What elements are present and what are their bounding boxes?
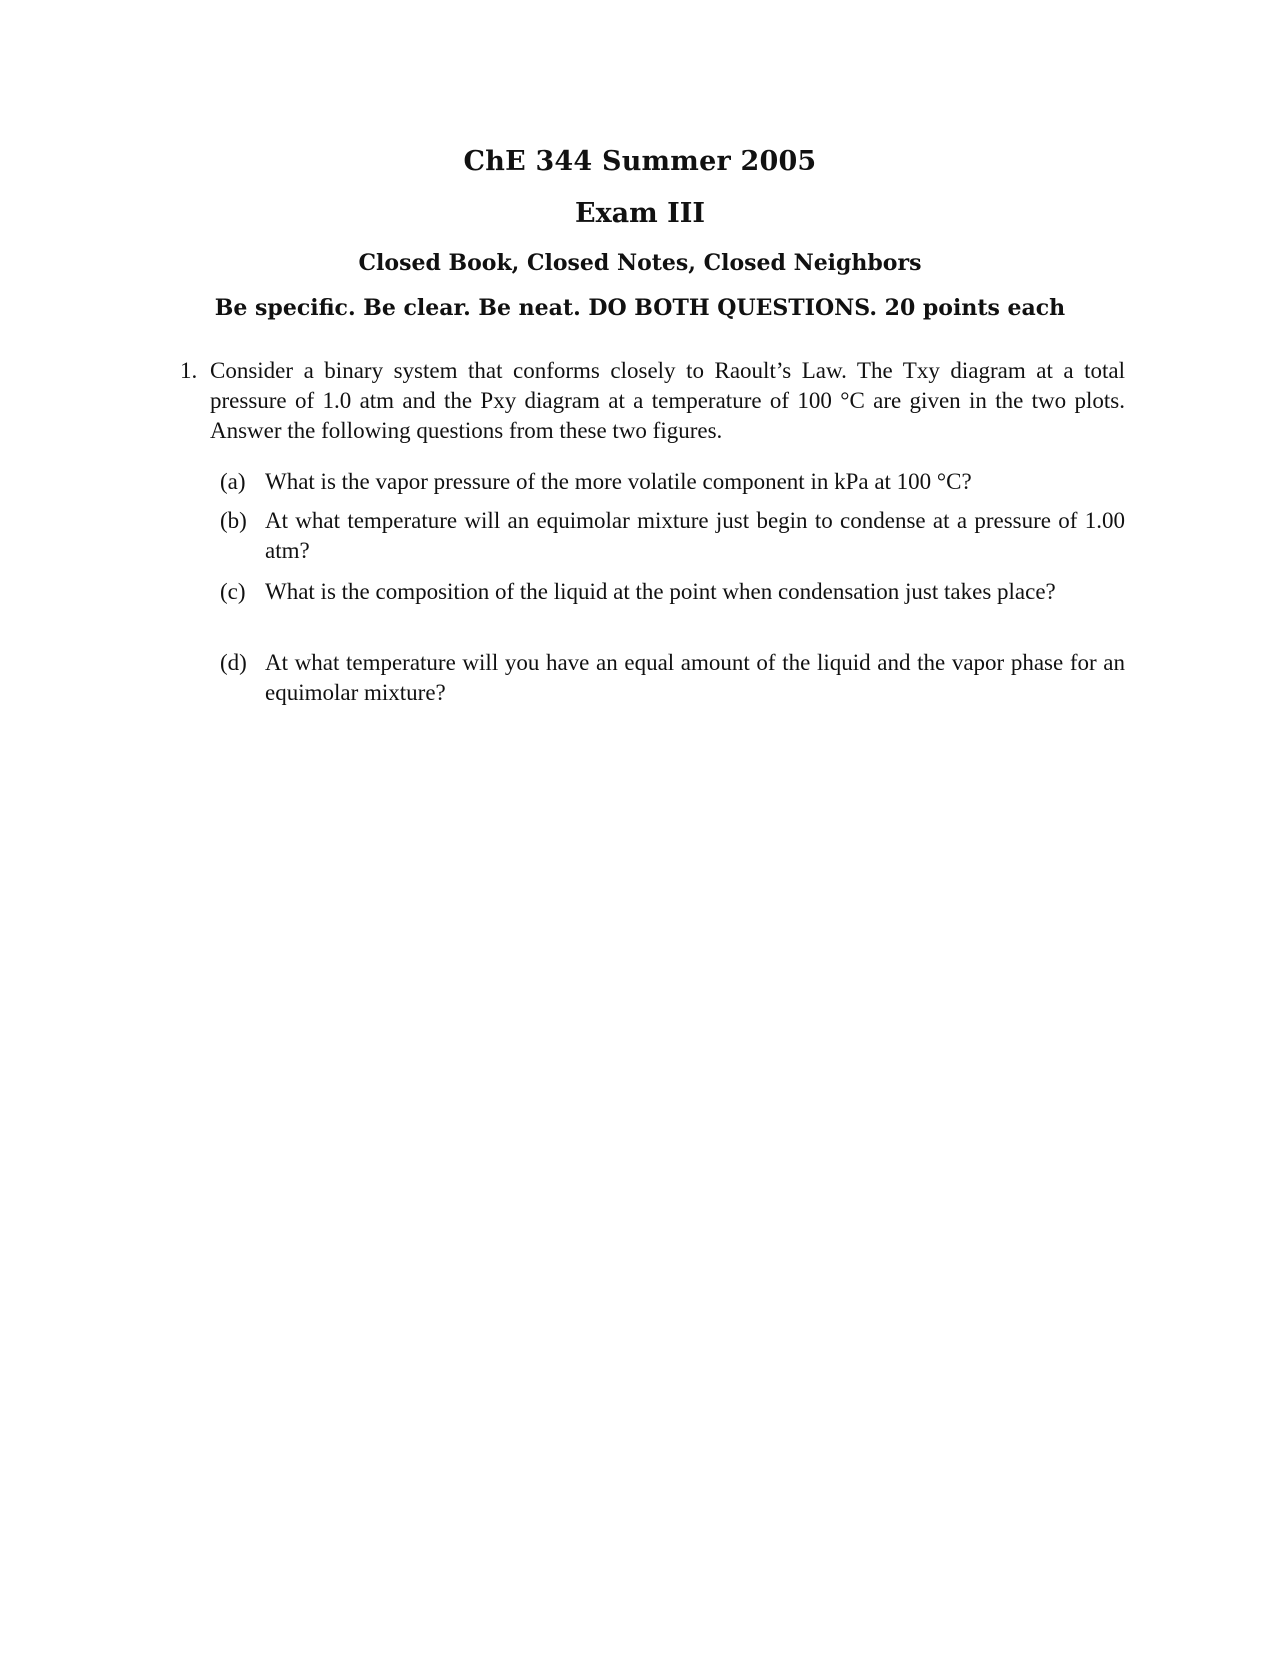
part-text: At what temperature will you have an equal amount of the liquid and the vapor phase for an equimolar mixture? (265, 650, 1125, 705)
part-text: What is the composition of the liquid at the point when condensation just takes place? (265, 579, 1056, 604)
part-label: (a) (220, 469, 246, 494)
part-label: (c) (220, 579, 246, 604)
part-text: At what temperature will an equimolar mixture just begin to condense at a pressure of 1.00 atm? (265, 508, 1125, 563)
question-part-a (220, 467, 1125, 497)
course-title: ChE 344 Summer 2005 (463, 146, 817, 177)
part-label: (d) (220, 650, 247, 675)
question-part-d (220, 648, 1125, 708)
exam-instructions: Be specific. Be clear. Be neat. DO BOTH QUESTIONS. 20 points each (214, 295, 1066, 321)
question-number: 1. (180, 358, 198, 383)
question-1 (180, 356, 1125, 446)
part-label: (b) (220, 508, 247, 533)
question-text: Consider a binary system that conforms closely to Raoult’s Law. The Txy diagram at a total pressure of 1.0 atm and the Pxy diagram at a temperature of 100 °C are given in the two plots. Answer the following questions from these two figures. (210, 358, 1125, 443)
part-text: What is the vapor pressure of the more volatile component in kPa at 100 °C? (265, 469, 972, 494)
exam-title: Exam III (574, 198, 706, 229)
exam-rules: Closed Book, Closed Notes, Closed Neighbors (358, 250, 922, 276)
question-part-c (220, 577, 1125, 607)
question-part-b (220, 506, 1125, 566)
